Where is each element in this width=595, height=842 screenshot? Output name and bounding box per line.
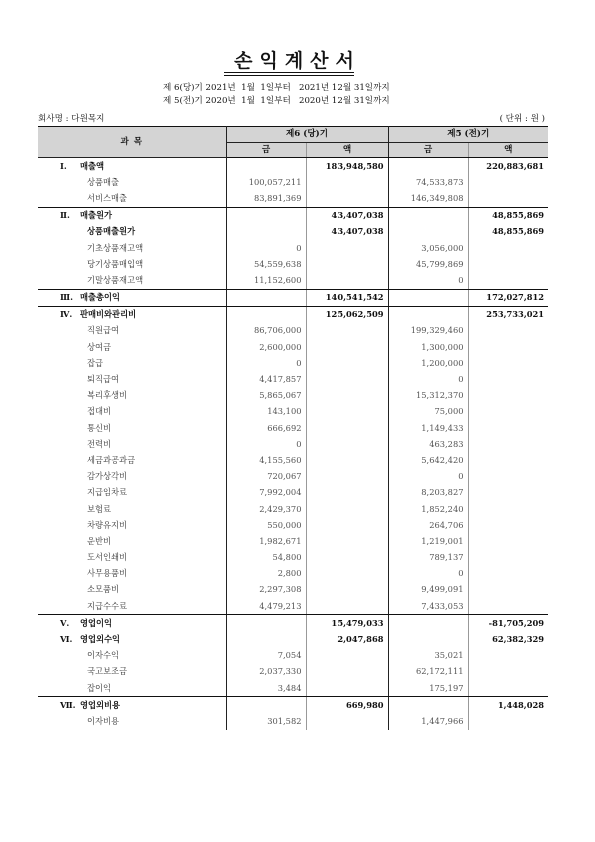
account-label: 기말상품재고액 xyxy=(87,274,144,285)
account-cell xyxy=(38,158,226,175)
previous-total-amount xyxy=(468,355,548,371)
current-sub-amount: 0 xyxy=(226,240,306,256)
previous-total-amount xyxy=(468,566,548,582)
previous-sub-amount xyxy=(388,289,468,306)
current-total-amount xyxy=(306,436,388,452)
account-cell xyxy=(38,517,226,533)
account-label: 운반비 xyxy=(87,535,112,546)
previous-sub-amount: 0 xyxy=(388,272,468,289)
previous-sub-amount xyxy=(388,306,468,323)
previous-sub-amount xyxy=(388,615,468,632)
roman-numeral: Ⅴ. xyxy=(60,617,70,628)
previous-sub-amount: 9,499,091 xyxy=(388,582,468,598)
current-sub-amount: 2,600,000 xyxy=(226,339,306,355)
previous-total-amount xyxy=(468,648,548,664)
table-row xyxy=(38,404,548,420)
roman-numeral: Ⅵ. xyxy=(60,634,73,645)
table-row xyxy=(38,533,548,549)
account-label: 사무용품비 xyxy=(87,568,128,579)
previous-sub-amount xyxy=(388,224,468,240)
current-sub-amount: 83,891,369 xyxy=(226,190,306,207)
company-name: 회사명 : 다원목지 xyxy=(38,114,105,124)
current-sub-amount: 7,054 xyxy=(226,648,306,664)
previous-sub-amount: 0 xyxy=(388,371,468,387)
account-cell xyxy=(38,404,226,420)
account-label: 영업이익 xyxy=(80,617,113,628)
current-total-amount xyxy=(306,680,388,697)
previous-total-amount xyxy=(468,550,548,566)
account-label: 상품매출 xyxy=(87,176,120,187)
previous-sub-amount: 1,447,966 xyxy=(388,713,468,729)
current-total-amount xyxy=(306,371,388,387)
current-total-amount xyxy=(306,404,388,420)
header-account: 과 목 xyxy=(38,127,226,158)
account-cell xyxy=(38,323,226,339)
current-total-amount xyxy=(306,240,388,256)
previous-sub-amount: 175,197 xyxy=(388,680,468,697)
current-total-amount: 2,047,868 xyxy=(306,631,388,647)
account-cell xyxy=(38,355,226,371)
current-sub-amount: 720,067 xyxy=(226,469,306,485)
previous-sub-amount: 1,149,433 xyxy=(388,420,468,436)
current-sub-amount xyxy=(226,158,306,175)
current-total-amount xyxy=(306,174,388,190)
account-label: 기초상품재고액 xyxy=(87,242,144,253)
previous-total-amount xyxy=(468,680,548,697)
current-sub-amount: 86,706,000 xyxy=(226,323,306,339)
account-label: 지급수수료 xyxy=(87,600,128,611)
table-row xyxy=(38,631,548,647)
previous-sub-amount: 8,203,827 xyxy=(388,485,468,501)
previous-total-amount xyxy=(468,388,548,404)
table-row xyxy=(38,207,548,224)
current-sub-amount: 0 xyxy=(226,436,306,452)
current-sub-amount: 2,800 xyxy=(226,566,306,582)
account-label: 잡급 xyxy=(87,357,104,368)
account-cell xyxy=(38,272,226,289)
account-cell xyxy=(38,631,226,647)
account-label: 상여금 xyxy=(87,341,112,352)
current-sub-amount xyxy=(226,289,306,306)
previous-total-amount xyxy=(468,272,548,289)
current-sub-amount: 301,582 xyxy=(226,713,306,729)
roman-numeral: Ⅱ. xyxy=(60,210,70,221)
roman-numeral: Ⅰ. xyxy=(60,160,67,171)
current-sub-amount xyxy=(226,207,306,224)
current-sub-amount: 7,992,004 xyxy=(226,485,306,501)
previous-sub-amount xyxy=(388,207,468,224)
current-total-amount xyxy=(306,339,388,355)
current-total-amount xyxy=(306,485,388,501)
current-sub-amount: 11,152,600 xyxy=(226,272,306,289)
account-cell xyxy=(38,713,226,729)
current-total-amount: 125,062,509 xyxy=(306,306,388,323)
current-total-amount xyxy=(306,256,388,272)
account-label: 영업외수익 xyxy=(80,634,121,645)
table-row xyxy=(38,371,548,387)
current-sub-amount: 1,982,671 xyxy=(226,533,306,549)
account-label: 영업외비용 xyxy=(80,699,121,710)
previous-total-amount xyxy=(468,469,548,485)
previous-total-amount xyxy=(468,420,548,436)
current-sub-amount: 2,297,308 xyxy=(226,582,306,598)
current-sub-amount: 143,100 xyxy=(226,404,306,420)
current-sub-amount: 54,800 xyxy=(226,550,306,566)
roman-numeral: Ⅶ. xyxy=(60,699,76,710)
account-label: 국고보조금 xyxy=(87,666,128,677)
table-row xyxy=(38,713,548,729)
account-label: 지급임차료 xyxy=(87,487,128,498)
account-cell xyxy=(38,501,226,517)
previous-total-amount xyxy=(468,664,548,680)
previous-total-amount xyxy=(468,371,548,387)
period-current: 제 6(당)기 2021년 1월 1일부터 2021년 12월 31일까지 xyxy=(163,83,390,93)
previous-sub-amount: 1,300,000 xyxy=(388,339,468,355)
current-total-amount: 140,541,542 xyxy=(306,289,388,306)
current-sub-amount: 2,037,330 xyxy=(226,664,306,680)
table-row xyxy=(38,323,548,339)
account-cell xyxy=(38,306,226,323)
current-total-amount xyxy=(306,517,388,533)
header-current-amount-right: 액 xyxy=(306,142,388,158)
account-cell xyxy=(38,664,226,680)
period-previous: 제 5(전)기 2020년 1월 1일부터 2020년 12월 31일까지 xyxy=(163,96,390,106)
account-cell xyxy=(38,420,226,436)
table-row xyxy=(38,436,548,452)
previous-total-amount xyxy=(468,323,548,339)
current-sub-amount: 54,559,638 xyxy=(226,256,306,272)
previous-total-amount: 48,855,869 xyxy=(492,210,545,221)
table-row xyxy=(38,566,548,582)
current-total-amount xyxy=(306,355,388,371)
account-cell xyxy=(38,207,226,224)
account-label: 감가상각비 xyxy=(87,471,128,482)
current-total-amount xyxy=(306,713,388,729)
previous-total-amount: 62,382,329 xyxy=(492,634,545,645)
title-underline-top xyxy=(224,72,354,73)
header-current-period: 제6 (당)기 xyxy=(226,127,388,143)
table-row xyxy=(38,598,548,615)
previous-total-amount xyxy=(468,517,548,533)
account-label: 복리후생비 xyxy=(87,390,128,401)
account-label: 통신비 xyxy=(87,422,112,433)
account-label: 세금과공과금 xyxy=(87,454,136,465)
table-row xyxy=(38,485,548,501)
current-sub-amount: 550,000 xyxy=(226,517,306,533)
header-previous-amount-left: 금 xyxy=(388,142,468,158)
account-label: 직원급여 xyxy=(87,325,120,336)
previous-total-amount: 220,883,681 xyxy=(486,160,545,171)
current-sub-amount: 4,155,560 xyxy=(226,452,306,468)
current-sub-amount xyxy=(226,615,306,632)
previous-total-amount xyxy=(468,598,548,615)
account-cell xyxy=(38,550,226,566)
current-sub-amount: 0 xyxy=(226,355,306,371)
previous-sub-amount: 62,172,111 xyxy=(388,664,468,680)
account-label: 접대비 xyxy=(87,406,112,417)
account-label: 판매비와관리비 xyxy=(80,309,137,320)
previous-sub-amount: 1,219,001 xyxy=(388,533,468,549)
statement-body xyxy=(38,158,548,730)
previous-sub-amount: 3,056,000 xyxy=(388,240,468,256)
previous-total-amount xyxy=(468,256,548,272)
current-sub-amount xyxy=(226,306,306,323)
previous-total-amount xyxy=(468,190,548,207)
account-cell xyxy=(38,371,226,387)
account-cell xyxy=(38,598,226,615)
income-statement-table xyxy=(38,126,548,730)
account-cell xyxy=(38,256,226,272)
previous-total-amount xyxy=(468,174,548,190)
previous-sub-amount: 15,312,370 xyxy=(388,388,468,404)
previous-sub-amount: 74,533,873 xyxy=(388,174,468,190)
current-total-amount xyxy=(306,582,388,598)
current-total-amount: 43,407,038 xyxy=(306,207,388,224)
previous-total-amount xyxy=(468,339,548,355)
table-row xyxy=(38,680,548,697)
previous-sub-amount xyxy=(388,631,468,647)
account-cell xyxy=(38,680,226,697)
document-title: 손익계산서 xyxy=(234,50,361,72)
previous-total-amount xyxy=(468,436,548,452)
account-cell xyxy=(38,469,226,485)
roman-numeral: Ⅳ. xyxy=(60,309,73,320)
table-row xyxy=(38,615,548,632)
current-sub-amount: 5,865,067 xyxy=(226,388,306,404)
current-sub-amount: 100,057,211 xyxy=(226,174,306,190)
table-row xyxy=(38,697,548,714)
current-sub-amount: 4,417,857 xyxy=(226,371,306,387)
current-sub-amount: 666,692 xyxy=(226,420,306,436)
previous-total-amount xyxy=(468,404,548,420)
table-row xyxy=(38,517,548,533)
previous-total-amount: 1,448,028 xyxy=(497,699,545,710)
table-row xyxy=(38,174,548,190)
previous-sub-amount: 45,799,869 xyxy=(388,256,468,272)
account-cell xyxy=(38,240,226,256)
previous-sub-amount: 789,137 xyxy=(388,550,468,566)
previous-total-amount xyxy=(468,452,548,468)
previous-sub-amount: 264,706 xyxy=(388,517,468,533)
previous-sub-amount xyxy=(388,697,468,714)
current-total-amount: 669,980 xyxy=(306,697,388,714)
previous-total-amount: -81,705,209 xyxy=(488,617,545,628)
current-total-amount xyxy=(306,501,388,517)
current-total-amount xyxy=(306,550,388,566)
table-row xyxy=(38,664,548,680)
account-label: 도서인쇄비 xyxy=(87,552,128,563)
table-row xyxy=(38,355,548,371)
current-total-amount xyxy=(306,388,388,404)
current-sub-amount: 2,429,370 xyxy=(226,501,306,517)
account-label: 매출총이익 xyxy=(80,292,121,303)
table-row xyxy=(38,550,548,566)
current-total-amount: 43,407,038 xyxy=(306,224,388,240)
current-sub-amount xyxy=(226,697,306,714)
previous-sub-amount: 0 xyxy=(388,566,468,582)
account-cell xyxy=(38,190,226,207)
previous-sub-amount xyxy=(388,158,468,175)
table-row xyxy=(38,190,548,207)
account-label: 당기상품매입액 xyxy=(87,258,144,269)
current-total-amount xyxy=(306,648,388,664)
account-cell xyxy=(38,224,226,240)
current-total-amount xyxy=(306,323,388,339)
current-total-amount xyxy=(306,190,388,207)
header-previous-period: 제5 (전)기 xyxy=(388,127,548,143)
table-row xyxy=(38,306,548,323)
account-cell xyxy=(38,533,226,549)
previous-sub-amount: 1,200,000 xyxy=(388,355,468,371)
account-label: 매출액 xyxy=(80,160,105,171)
account-cell xyxy=(38,388,226,404)
account-label: 퇴직급여 xyxy=(87,374,120,385)
current-total-amount xyxy=(306,469,388,485)
account-cell xyxy=(38,648,226,664)
previous-total-amount: 172,027,812 xyxy=(468,289,548,306)
previous-total-amount: 48,855,869 xyxy=(492,226,545,237)
table-row xyxy=(38,501,548,517)
account-label: 보험료 xyxy=(87,503,112,514)
account-label: 매출원가 xyxy=(80,210,113,221)
previous-sub-amount: 5,642,420 xyxy=(388,452,468,468)
current-total-amount xyxy=(306,598,388,615)
account-cell xyxy=(38,566,226,582)
unit-label: ( 단위 : 원 ) xyxy=(499,114,545,124)
previous-total-amount xyxy=(468,713,548,729)
account-cell xyxy=(38,615,226,632)
current-total-amount xyxy=(306,452,388,468)
table-row xyxy=(38,339,548,355)
previous-total-amount xyxy=(468,485,548,501)
account-label: 서비스매출 xyxy=(87,192,128,203)
header-previous-amount-right: 액 xyxy=(468,142,548,158)
current-sub-amount xyxy=(226,631,306,647)
table-row xyxy=(38,240,548,256)
account-cell xyxy=(38,452,226,468)
previous-sub-amount: 1,852,240 xyxy=(388,501,468,517)
account-label: 소모품비 xyxy=(87,584,120,595)
table-row xyxy=(38,648,548,664)
previous-sub-amount: 35,021 xyxy=(388,648,468,664)
account-cell xyxy=(38,582,226,598)
previous-sub-amount: 146,349,808 xyxy=(388,190,468,207)
title-underline-bottom xyxy=(224,75,354,76)
current-sub-amount: 4,479,213 xyxy=(226,598,306,615)
previous-total-amount xyxy=(468,533,548,549)
current-total-amount xyxy=(306,533,388,549)
account-cell xyxy=(38,697,226,714)
previous-sub-amount: 7,433,053 xyxy=(388,598,468,615)
account-label: 상품매출원가 xyxy=(87,226,136,237)
current-total-amount: 15,479,033 xyxy=(306,615,388,632)
previous-total-amount: 253,733,021 xyxy=(486,309,545,320)
current-total-amount xyxy=(306,664,388,680)
header-current-amount-left: 금 xyxy=(226,142,306,158)
table-row xyxy=(38,289,548,306)
table-row xyxy=(38,272,548,289)
previous-total-amount xyxy=(468,582,548,598)
current-total-amount xyxy=(306,566,388,582)
account-label: 이자비용 xyxy=(87,715,120,726)
table-row xyxy=(38,469,548,485)
account-label: 전력비 xyxy=(87,438,112,449)
table-row xyxy=(38,256,548,272)
previous-total-amount xyxy=(468,501,548,517)
current-total-amount: 183,948,580 xyxy=(306,158,388,175)
table-row xyxy=(38,420,548,436)
account-label: 이자수익 xyxy=(87,650,120,661)
table-row xyxy=(38,452,548,468)
account-label: 잡이익 xyxy=(87,682,112,693)
account-cell xyxy=(38,289,226,306)
table-row xyxy=(38,388,548,404)
account-cell xyxy=(38,485,226,501)
previous-total-amount xyxy=(468,240,548,256)
previous-sub-amount: 199,329,460 xyxy=(388,323,468,339)
account-cell xyxy=(38,174,226,190)
previous-sub-amount: 0 xyxy=(388,469,468,485)
account-label: 차량유지비 xyxy=(87,519,128,530)
table-row xyxy=(38,158,548,175)
current-sub-amount xyxy=(226,224,306,240)
table-row xyxy=(38,582,548,598)
roman-numeral: Ⅲ. xyxy=(60,292,73,303)
current-total-amount xyxy=(306,272,388,289)
previous-sub-amount: 75,000 xyxy=(388,404,468,420)
current-sub-amount: 3,484 xyxy=(226,680,306,697)
account-cell xyxy=(38,436,226,452)
previous-sub-amount: 463,283 xyxy=(388,436,468,452)
account-cell xyxy=(38,339,226,355)
table-row xyxy=(38,224,548,240)
current-total-amount xyxy=(306,420,388,436)
